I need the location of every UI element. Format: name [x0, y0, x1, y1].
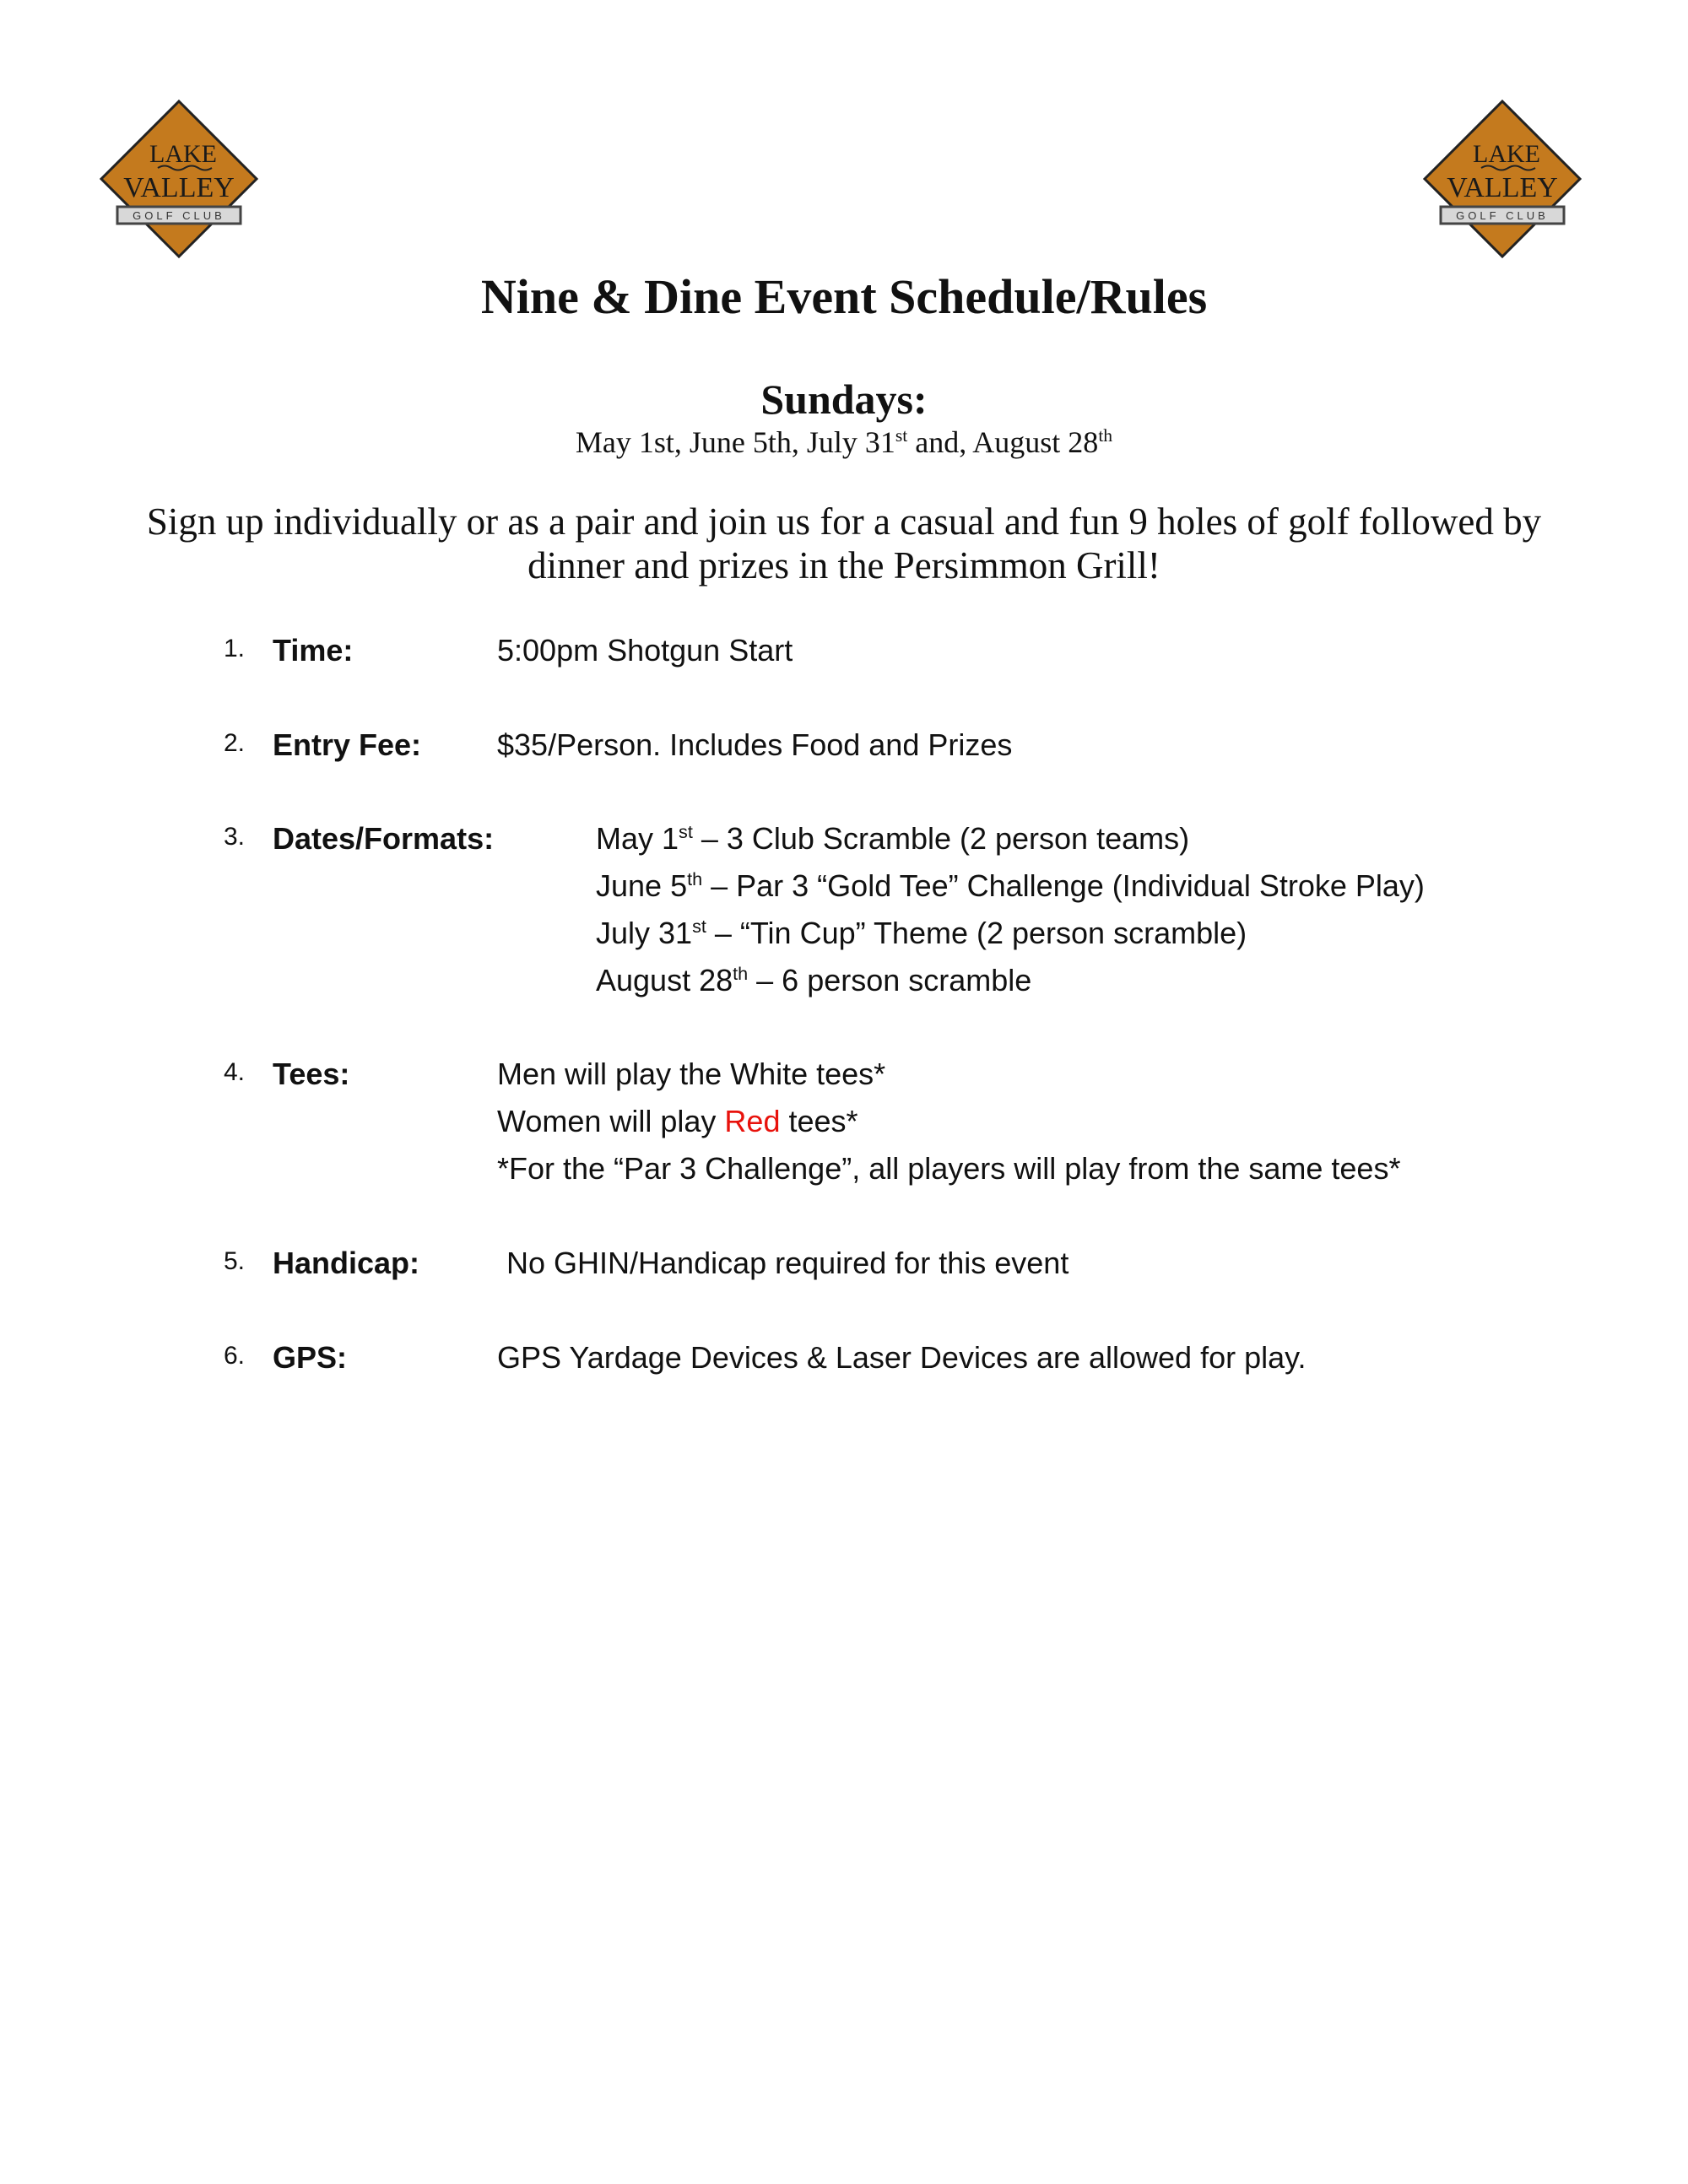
format-sup: th [733, 963, 749, 984]
format-date: July 31 [596, 916, 693, 950]
tees-text: Women will play [497, 1104, 725, 1138]
item-label: Entry Fee: [273, 727, 422, 762]
page-title: Nine & Dine Event Schedule/Rules [480, 269, 1208, 324]
svg-text:GOLF CLUB: GOLF CLUB [1456, 209, 1549, 222]
item-number: 2. [224, 729, 246, 757]
item-label: Dates/Formats: [273, 821, 495, 856]
svg-text:GOLF CLUB: GOLF CLUB [133, 209, 225, 222]
format-sup: th [687, 868, 703, 889]
item-value: 5:00pm Shotgun Start [497, 633, 793, 668]
intro-paragraph: Sign up individually or as a pair and join us for a casual and fun 9 holes of golf followed by dinner and prizes in the Persimmon Grill! [146, 500, 1542, 587]
format-sup: st [692, 916, 706, 937]
item-label: GPS: [273, 1340, 348, 1375]
dates-text: May 1st, June 5th, July 31 [575, 425, 895, 459]
tees-note: *For the “Par 3 Challenge”, all players will play from the same tees* [497, 1151, 1401, 1186]
item-value: $35/Person. Includes Food and Prizes [497, 727, 1013, 762]
dates-sup: th [1098, 425, 1113, 446]
format-line [596, 963, 1031, 998]
item-number: 1. [224, 635, 246, 662]
item-value: No GHIN/Handicap required for this event [506, 1246, 1069, 1280]
item-number: 6. [224, 1342, 246, 1370]
tees-text: tees* [780, 1104, 858, 1138]
format-date: August 28 [596, 963, 733, 997]
item-number: 4. [224, 1058, 246, 1086]
event-dates [0, 424, 1688, 460]
item-label: Time: [273, 633, 354, 668]
svg-text:LAKE: LAKE [1473, 140, 1540, 168]
item-number: 5. [224, 1247, 246, 1275]
dates-sup: st [895, 425, 908, 446]
subtitle: Sundays: [760, 376, 928, 423]
red-tees-highlight: Red [724, 1104, 781, 1138]
format-line [596, 916, 1247, 951]
format-text: – “Tin Cup” Theme (2 person scramble) [706, 916, 1247, 950]
tees-women [497, 1104, 858, 1139]
format-text: – 6 person scramble [748, 963, 1032, 997]
dates-text: and, August 28 [907, 425, 1099, 459]
lake-valley-logo-right [1422, 99, 1582, 259]
svg-text:LAKE: LAKE [149, 140, 217, 168]
svg-text:VALLEY: VALLEY [1447, 172, 1558, 203]
lake-valley-logo-left [99, 99, 259, 259]
item-number: 3. [224, 823, 246, 851]
format-date: May 1 [596, 821, 679, 856]
item-value: GPS Yardage Devices & Laser Devices are allowed for play. [497, 1340, 1307, 1375]
format-sup: st [679, 821, 693, 842]
tees-men: Men will play the White tees* [497, 1057, 886, 1091]
svg-text:VALLEY: VALLEY [123, 172, 235, 203]
format-line [596, 821, 1189, 857]
item-label: Handicap: [273, 1246, 420, 1280]
format-text: – Par 3 “Gold Tee” Challenge (Individual Stroke Play) [702, 868, 1425, 903]
format-text: – 3 Club Scramble (2 person teams) [692, 821, 1190, 856]
format-line [596, 868, 1425, 904]
item-label: Tees: [273, 1057, 350, 1091]
format-date: June 5 [596, 868, 688, 903]
